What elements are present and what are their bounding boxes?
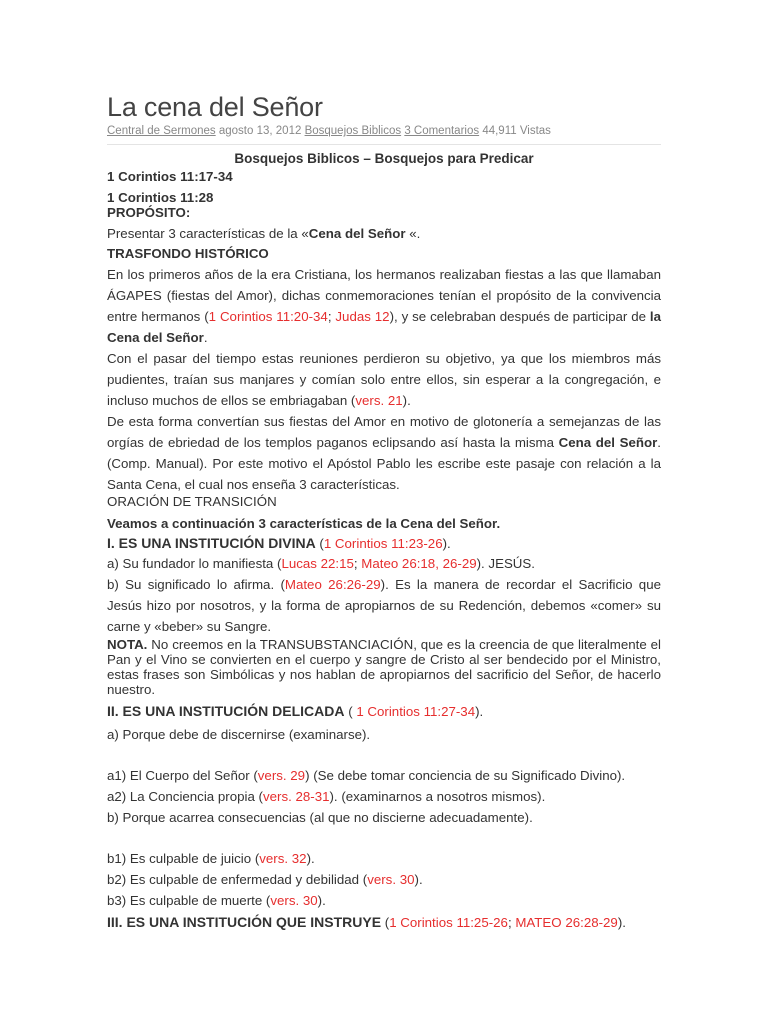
ref-link[interactable]: vers. 28-31 — [262, 789, 330, 804]
proposito-label: PROPÓSITO: — [107, 205, 191, 220]
scripture-ref-main: 1 Corintios 11:17-34 — [107, 169, 233, 184]
ref-link[interactable]: Judas 12 — [335, 309, 390, 324]
trasfondo-paragraph-3: De esta forma convertían sus fiestas del Amor en motivo de glotonería a semejanzas de las orgías de ebriedad de los templos paganos eclipsando así hasta la misma Cena del Señor. (Comp. Manual). Por este motivo el Apóstol Pablo les escribe este pasaje con relación a la Santa Cena, el cual nos enseña 3 características. — [107, 414, 661, 492]
author-link[interactable]: Central de Sermones — [107, 125, 216, 137]
trasfondo-paragraph-1: En los primeros años de la era Cristiana, los hermanos realizaban fiestas a las que llamaban ÁGAPES (fiestas del Amor), dichas conmemoraciones tenían el propósito de la convivencia entre hermanos (1 Corintios 11:20-34; Judas 12), y se celebraban después de participar de la Cena del Señor. — [107, 267, 661, 345]
transicion-text: Veamos a continuación 3 características de la Cena del Señor. — [107, 516, 501, 531]
ref-link[interactable]: vers. 30 — [367, 872, 415, 887]
ref-link[interactable]: Mateo 26:26-29 — [284, 577, 381, 592]
scripture-ref-key: 1 Corintios 11:28 — [107, 190, 214, 205]
ref-link[interactable]: MATEO 26:28-29 — [515, 915, 618, 930]
divider — [107, 144, 661, 145]
section-2-heading: II. ES UNA INSTITUCIÓN DELICADA ( 1 Corintios 11:27-34). — [107, 703, 484, 719]
ref-link[interactable]: vers. 21 — [355, 393, 403, 408]
section-2-point-b: b) Porque acarrea consecuencias (al que no discierne adecuadamente). — [107, 810, 533, 825]
ref-link[interactable]: 1 Corintios 11:25-26 — [389, 915, 508, 930]
spacer — [107, 828, 661, 848]
section-1-point-b: b) Su significado lo afirma. (Mateo 26:26-29). Es la manera de recordar el Sacrificio que Jesús hizo por nosotros, y la forma de apropiarnos de su Redención, debemos «comer» su carne y «beber» su Sangre. — [107, 577, 661, 634]
spacer — [107, 745, 661, 765]
post-meta — [107, 124, 661, 138]
comments-link[interactable]: 3 Comentarios — [404, 125, 480, 137]
section-2-point-a1: a1) El Cuerpo del Señor (vers. 29) (Se debe tomar conciencia de su Significado Divino). — [107, 768, 626, 783]
section-2-point-b3: b3) Es culpable de muerte (vers. 30). — [107, 893, 326, 908]
ref-link[interactable]: Lucas 22:15 — [281, 556, 354, 571]
section-2-point-b1: b1) Es culpable de juicio (vers. 32). — [107, 851, 315, 866]
ref-link[interactable]: vers. 32 — [259, 851, 307, 866]
transicion-label: ORACIÓN DE TRANSICIÓN — [107, 494, 277, 509]
section-3-heading: III. ES UNA INSTITUCIÓN QUE INSTRUYE (1 Corintios 11:25-26; MATEO 26:28-29). — [107, 914, 626, 930]
page-title: La cena del Señor — [107, 92, 323, 122]
ref-link[interactable]: vers. 29 — [257, 768, 306, 783]
trasfondo-paragraph-2: Con el pasar del tiempo estas reuniones perdieron su objetivo, ya que los miembros más pudientes, traían sus manjares y comían solo entre ellos, sin esperar a la congregación, e incluso muchos de ellos se embriagaban (vers. 21). — [107, 351, 661, 408]
ref-link[interactable]: 1 Corintios 11:20-34 — [208, 309, 328, 324]
section-1-heading: I. ES UNA INSTITUCIÓN DIVINA (1 Corintios 11:23-26). — [107, 535, 451, 551]
post-date: agosto 13, 2012 — [218, 125, 302, 137]
ref-link[interactable]: vers. 30 — [270, 893, 318, 908]
ref-link[interactable]: 1 Corintios 11:27-34 — [356, 704, 476, 719]
section-1-point-a: a) Su fundador lo manifiesta (Lucas 22:15; Mateo 26:18, 26-29). JESÚS. — [107, 556, 535, 571]
section-2-point-a2: a2) La Conciencia propia (vers. 28-31). (examinarnos a nosotros mismos). — [107, 789, 546, 804]
section-2-point-a: a) Porque debe de discernirse (examinarse). — [107, 727, 371, 742]
article-subtitle: Bosquejos Biblicos – Bosquejos para Predicar — [234, 151, 534, 166]
section-2-point-b2: b2) Es culpable de enfermedad y debilidad (vers. 30). — [107, 872, 423, 887]
view-count: 44,911 Vistas — [482, 125, 551, 137]
trasfondo-label: TRASFONDO HISTÓRICO — [107, 246, 269, 261]
proposito-text: Presentar 3 características de la «Cena del Señor «. — [107, 226, 421, 241]
section-1-nota: NOTA. No creemos en la TRANSUBSTANCIACIÓN, que es la creencia de que literalmente el Pan y el Vino se convierten en el cuerpo y sangre de Cristo al ser bendecido por el Ministro, estas frases son Simbólicas y nos hablan de apropiarnos del sacrificio del Señor, de hacerlo nuestro. — [107, 637, 661, 697]
ref-link[interactable]: Mateo 26:18, 26-29 — [361, 556, 477, 571]
ref-link[interactable]: 1 Corintios 11:23-26 — [323, 536, 443, 551]
category-link[interactable]: Bosquejos Biblicos — [304, 125, 402, 137]
